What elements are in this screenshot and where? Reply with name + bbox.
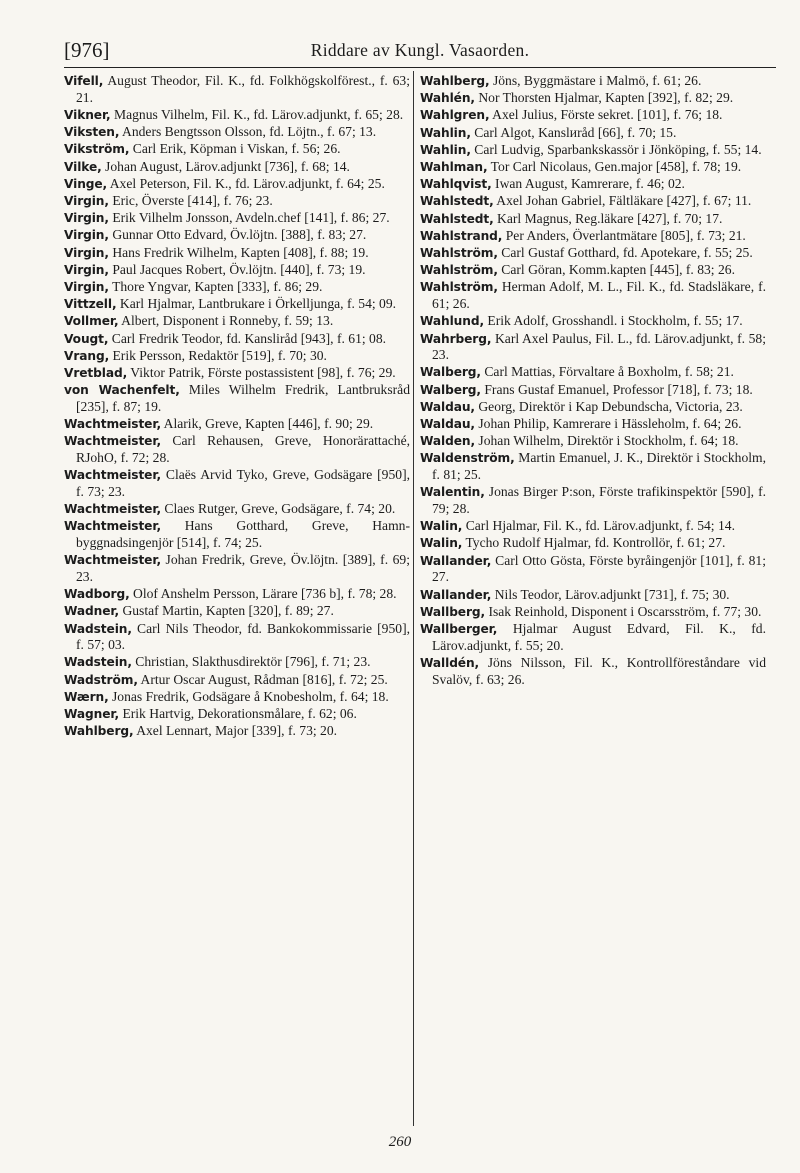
- entry-details: Per Anders, Överlantmätare [805], f. 73; 21.: [502, 227, 746, 243]
- register-entry: [64, 331, 410, 348]
- entry-details: Carl Mattias, Förvaltare å Boxholm, f. 58; 21.: [480, 364, 734, 380]
- entry-surname: Virgin,: [64, 211, 109, 226]
- entry-details: Carl Fredrik Teodor, fd. Kansliråd [943], f. 61; 08.: [108, 330, 387, 346]
- entry-details: Nor Thorsten Hjalmar, Kapten [392], f. 82; 29.: [474, 90, 734, 106]
- entry-details: Gunnar Otto Edvard, Öv.löjtn. [388], f. 83; 27.: [108, 227, 367, 243]
- register-entry: [64, 416, 410, 433]
- entry-surname: Wachtmeister,: [64, 502, 161, 517]
- register-entry: [64, 382, 410, 415]
- running-title: Riddare av Kungl. Vasaorden.: [310, 40, 530, 60]
- entry-surname: Wachtmeister,: [64, 519, 161, 534]
- entry-surname: Wahlstedt,: [420, 211, 494, 226]
- register-entry: [64, 296, 410, 313]
- entry-details: Johan Philip, Kamrerare i Hässleholm, f. 64; 26.: [474, 416, 742, 432]
- entry-details: Johan Wilhelm, Direktör i Stockholm, f. 64; 18.: [475, 433, 739, 449]
- entry-details: Christian, Slakthusdirektör [796], f. 71; 23.: [131, 654, 371, 670]
- entry-surname: Wadstein,: [64, 621, 132, 636]
- entry-surname: Wadborg,: [64, 587, 130, 602]
- register-entry: [64, 124, 410, 141]
- entry-surname: Wahrberg,: [420, 331, 492, 346]
- register-entry: [64, 518, 410, 551]
- entry-surname: Wallberger,: [420, 622, 498, 636]
- register-entry: [420, 621, 766, 654]
- register-entry: [420, 211, 766, 228]
- entry-surname: Vollmer,: [64, 314, 119, 329]
- entry-surname: Walldén,: [420, 655, 480, 670]
- entry-surname: Wachtmeister,: [64, 417, 161, 432]
- entry-surname: Walberg,: [420, 365, 481, 380]
- entry-details: Isak Reinhold, Disponent i Oscarsström, f. 77; 30.: [485, 603, 762, 619]
- entry-details: Karl Hjalmar, Lantbrukare i Örkelljunga, f. 54; 09.: [116, 296, 397, 312]
- register-entry: [420, 107, 766, 124]
- register-entry: [64, 672, 410, 689]
- entry-details: Jonas Birger P:son, Förste trafikinspektör [590], f. 79; 28.: [432, 484, 766, 517]
- entry-details: August Theodor, Fil. K., fd. Folkhögskolförest., f. 63; 21.: [76, 73, 410, 105]
- entry-details: Carl Otto Gösta, Förste byråingenjör [101], f. 81; 27.: [432, 552, 766, 585]
- entry-details: Axel Johan Gabriel, Fältläkare [427], f. 67; 11.: [493, 193, 752, 209]
- register-entry: [420, 245, 766, 262]
- register-entry: [420, 484, 766, 517]
- register-entry: [64, 210, 410, 227]
- entry-details: Jonas Fredrik, Godsägare å Knobesholm, f. 64; 18.: [108, 688, 389, 704]
- entry-surname: Vikström,: [64, 142, 130, 157]
- header-rule: [64, 67, 776, 68]
- register-entry: [64, 262, 410, 279]
- entry-details: Eric, Överste [414], f. 76; 23.: [108, 192, 273, 208]
- entry-details: Karl Axel Paulus, Fil. L., fd. Lärov.adjunkt, f. 58; 23.: [432, 330, 766, 363]
- entry-details: Erik Vilhelm Jonsson, Avdeln.chef [141], f. 86; 27.: [108, 210, 390, 226]
- entry-surname: Wahlman,: [420, 160, 488, 175]
- entry-surname: Wallberg,: [420, 604, 486, 619]
- register-entry: [420, 313, 766, 330]
- entry-surname: Wachtmeister,: [64, 434, 161, 449]
- register-entry: [64, 501, 410, 518]
- entry-surname: Wahlberg,: [420, 74, 490, 88]
- entry-surname: Vinge,: [64, 176, 108, 191]
- register-entry: [64, 279, 410, 296]
- register-entry: [420, 535, 766, 552]
- entry-surname: Vittzell,: [64, 297, 117, 312]
- register-entry: [64, 365, 410, 382]
- page-label: [976]: [64, 38, 110, 62]
- register-entry: [420, 159, 766, 176]
- register-entry: [64, 159, 410, 176]
- entry-surname: Virgin,: [64, 262, 109, 277]
- register-entry: [420, 518, 766, 535]
- register-entry: [64, 603, 410, 620]
- page-header: [64, 38, 776, 68]
- entry-surname: Wahlstrand,: [420, 228, 503, 243]
- left-column: [64, 73, 410, 740]
- entry-surname: Vrang,: [64, 348, 110, 363]
- entry-details: Carl Ludvig, Sparbankskassör i Jönköping, f. 55; 14.: [470, 141, 762, 157]
- register-entry: [64, 621, 410, 654]
- entry-details: Carl Gustaf Gotthard, fd. Apotekare, f. 55; 25.: [497, 245, 753, 261]
- register-entry: [420, 399, 766, 416]
- entry-surname: Wahlin,: [420, 125, 471, 140]
- entry-details: Claës Arvid Tyko, Greve, Godsägare [950], f. 73; 23.: [76, 467, 410, 499]
- register-entry: [64, 313, 410, 330]
- register-entry: [420, 73, 766, 90]
- entry-details: Miles Wilhelm Fredrik, Lantbruksråd [235], f. 87; 19.: [76, 382, 410, 414]
- entry-surname: Vifell,: [64, 74, 104, 88]
- entry-surname: Wallander,: [420, 587, 492, 602]
- entry-surname: Wahlgren,: [420, 108, 490, 123]
- entry-surname: Wahlin,: [420, 142, 471, 157]
- register-entry: [64, 467, 410, 500]
- register-entry: [420, 142, 766, 159]
- entry-surname: Wahlström,: [420, 263, 498, 278]
- register-entry: [64, 193, 410, 210]
- entry-details: Johan Fredrik, Greve, Öv.löjtn. [389], f. 69; 23.: [76, 552, 410, 584]
- entry-details: Georg, Direktör i Kap Debundscha, Victoria, 23.: [474, 398, 743, 414]
- entry-details: Carl Algot, Kanslиråd [66], f. 70; 15.: [470, 124, 677, 140]
- entry-surname: Vretblad,: [64, 365, 128, 380]
- entry-details: Jöns Nilsson, Fil. K., Kontrollföreståndare vid Svalöv, f. 63; 26.: [432, 654, 766, 687]
- entry-details: Claes Rutger, Greve, Godsägare, f. 74; 20.: [161, 501, 396, 517]
- entry-surname: Walberg,: [420, 382, 481, 397]
- entry-details: Tycho Rudolf Hjalmar, fd. Kontrollör, f. 61; 27.: [462, 535, 726, 551]
- entry-details: Thore Yngvar, Kapten [333], f. 86; 29.: [108, 278, 323, 294]
- entry-details: Karl Magnus, Reg.läkare [427], f. 70; 17.: [493, 210, 723, 226]
- register-entry: [64, 245, 410, 262]
- entry-details: Erik Persson, Redaktör [519], f. 70; 30.: [109, 347, 327, 363]
- entry-details: Viktor Patrik, Förste postassistent [98], f. 76; 29.: [127, 364, 396, 380]
- entry-surname: Wachtmeister,: [64, 468, 161, 483]
- entry-surname: Wærn,: [64, 689, 109, 704]
- entry-details: Herman Adolf, M. L., Fil. K., fd. Stadsläkare, f. 61; 26.: [432, 279, 766, 312]
- entry-details: Hjalmar August Edvard, Fil. K., fd. Lärov.adjunkt, f. 55; 20.: [432, 621, 766, 653]
- entry-details: Johan August, Lärov.adjunkt [736], f. 68; 14.: [101, 158, 350, 174]
- entry-surname: Waldenström,: [420, 451, 515, 466]
- entry-details: Albert, Disponent i Ronneby, f. 59; 13.: [118, 313, 334, 329]
- entry-surname: Viksten,: [64, 125, 120, 140]
- entry-details: Frans Gustaf Emanuel, Professor [718], f. 73; 18.: [480, 381, 753, 397]
- register-entry: [64, 107, 410, 124]
- entry-details: Magnus Vilhelm, Fil. K., fd. Lärov.adjunkt, f. 65; 28.: [110, 106, 404, 122]
- entry-details: Carl Rehausen, Greve, Honorärattaché, RJohO, f. 72; 28.: [76, 433, 410, 465]
- register-entry: [420, 90, 766, 107]
- register-entry: [420, 279, 766, 312]
- page-number: 260: [388, 1134, 412, 1150]
- entry-details: Iwan August, Kamrerare, f. 46; 02.: [491, 176, 685, 192]
- entry-details: Jöns, Byggmästare i Malmö, f. 61; 26.: [489, 73, 702, 88]
- entry-surname: Vougt,: [64, 331, 109, 346]
- register-entry: [420, 331, 766, 364]
- entry-surname: Walden,: [420, 434, 476, 449]
- register-entry: [64, 176, 410, 193]
- entry-details: Paul Jacques Robert, Öv.löjtn. [440], f. 73; 19.: [108, 261, 366, 277]
- register-entry: [420, 450, 766, 483]
- register-entry: [64, 552, 410, 585]
- entry-surname: Virgin,: [64, 279, 109, 294]
- register-entry: [420, 553, 766, 586]
- entry-surname: Wadstein,: [64, 655, 132, 670]
- entry-surname: Wahlund,: [420, 314, 484, 329]
- entry-details: Carl Nils Theodor, fd. Bankokommissarie [950], f. 57; 03.: [76, 620, 410, 653]
- entry-details: Carl Göran, Komm.kapten [445], f. 83; 26.: [497, 262, 735, 278]
- entry-details: Axel Lennart, Major [339], f. 73; 20.: [133, 723, 338, 739]
- entry-surname: Wadström,: [64, 672, 138, 687]
- entry-surname: Virgin,: [64, 228, 109, 243]
- register-entry: [420, 193, 766, 210]
- entry-details: Carl Erik, Köpman i Viskan, f. 56; 26.: [129, 141, 341, 157]
- entry-surname: von Wachenfelt,: [64, 383, 180, 398]
- register-entry: [64, 689, 410, 706]
- entry-details: Olof Anshelm Persson, Lärare [736 b], f. 78; 28.: [129, 586, 397, 602]
- entry-surname: Wahlberg,: [64, 724, 134, 739]
- entry-details: Tor Carl Nicolaus, Gen.major [458], f. 78; 19.: [487, 159, 742, 175]
- register-entry: [420, 655, 766, 688]
- register-entry: [420, 228, 766, 245]
- entry-surname: Wahlström,: [420, 246, 498, 261]
- entry-surname: Wahlström,: [420, 280, 498, 295]
- register-entry: [420, 125, 766, 142]
- register-entry: [64, 141, 410, 158]
- entry-details: Hans Gotthard, Greve, Hamnbyggnadsingenjör [514], f. 74; 25.: [76, 518, 410, 550]
- register-entry: [420, 587, 766, 604]
- entry-details: Erik Adolf, Grosshandl. i Stockholm, f. 55; 17.: [484, 313, 743, 329]
- entry-surname: Wachtmeister,: [64, 553, 161, 568]
- register-entry: [420, 433, 766, 450]
- entry-surname: Waldau,: [420, 399, 475, 414]
- entry-surname: Virgin,: [64, 193, 109, 208]
- entry-details: Artur Oscar August, Rådman [816], f. 72; 25.: [137, 671, 388, 687]
- register-entry: [420, 416, 766, 433]
- register-entry: [64, 723, 410, 740]
- entry-surname: Wahlqvist,: [420, 177, 492, 192]
- entry-surname: Walin,: [420, 536, 463, 551]
- entry-details: Axel Peterson, Fil. K., fd. Lärov.adjunkt, f. 64; 25.: [107, 175, 385, 191]
- entry-surname: Walentin,: [420, 485, 485, 500]
- entry-surname: Virgin,: [64, 245, 109, 260]
- register-entry: [64, 433, 410, 466]
- entry-details: Axel Julius, Förste sekret. [101], f. 76; 18.: [489, 107, 723, 123]
- entry-surname: Walin,: [420, 519, 463, 534]
- entry-surname: Wadner,: [64, 604, 120, 619]
- entry-details: Gustaf Martin, Kapten [320], f. 89; 27.: [119, 603, 334, 619]
- register-entry: [64, 348, 410, 365]
- register-entry: [64, 706, 410, 723]
- entry-details: Anders Bengtsson Olsson, fd. Löjtn., f. 67; 13.: [119, 124, 377, 140]
- entry-details: Carl Hjalmar, Fil. K., fd. Lärov.adjunkt, f. 54; 14.: [462, 518, 735, 534]
- register-entry: [420, 604, 766, 621]
- entry-surname: Wahlstedt,: [420, 194, 494, 209]
- register-entry: [420, 364, 766, 381]
- register-entry: [64, 586, 410, 603]
- register-entry: [420, 176, 766, 193]
- entry-details: Alarik, Greve, Kapten [446], f. 90; 29.: [161, 416, 374, 432]
- register-entry: [64, 227, 410, 244]
- register-entry: [64, 73, 410, 106]
- column-divider: [413, 71, 414, 1126]
- entry-surname: Wallander,: [420, 553, 492, 568]
- register-entry: [64, 654, 410, 671]
- entry-surname: Waldau,: [420, 417, 475, 432]
- entry-surname: Wagner,: [64, 707, 120, 722]
- entry-details: Martin Emanuel, J. K., Direktör i Stockholm, f. 81; 25.: [432, 450, 766, 483]
- register-entry: [420, 382, 766, 399]
- entry-surname: Vilke,: [64, 159, 102, 174]
- entry-details: Nils Teodor, Lärov.adjunkt [731], f. 75; 30.: [491, 586, 730, 602]
- entry-surname: Vikner,: [64, 107, 111, 122]
- entry-details: Hans Fredrik Wilhelm, Kapten [408], f. 88; 19.: [108, 244, 369, 260]
- register-entry: [420, 262, 766, 279]
- entry-surname: Wahlén,: [420, 91, 475, 106]
- entry-details: Erik Hartvig, Dekorationsmålare, f. 62; 06.: [119, 706, 357, 722]
- right-column: [420, 73, 766, 689]
